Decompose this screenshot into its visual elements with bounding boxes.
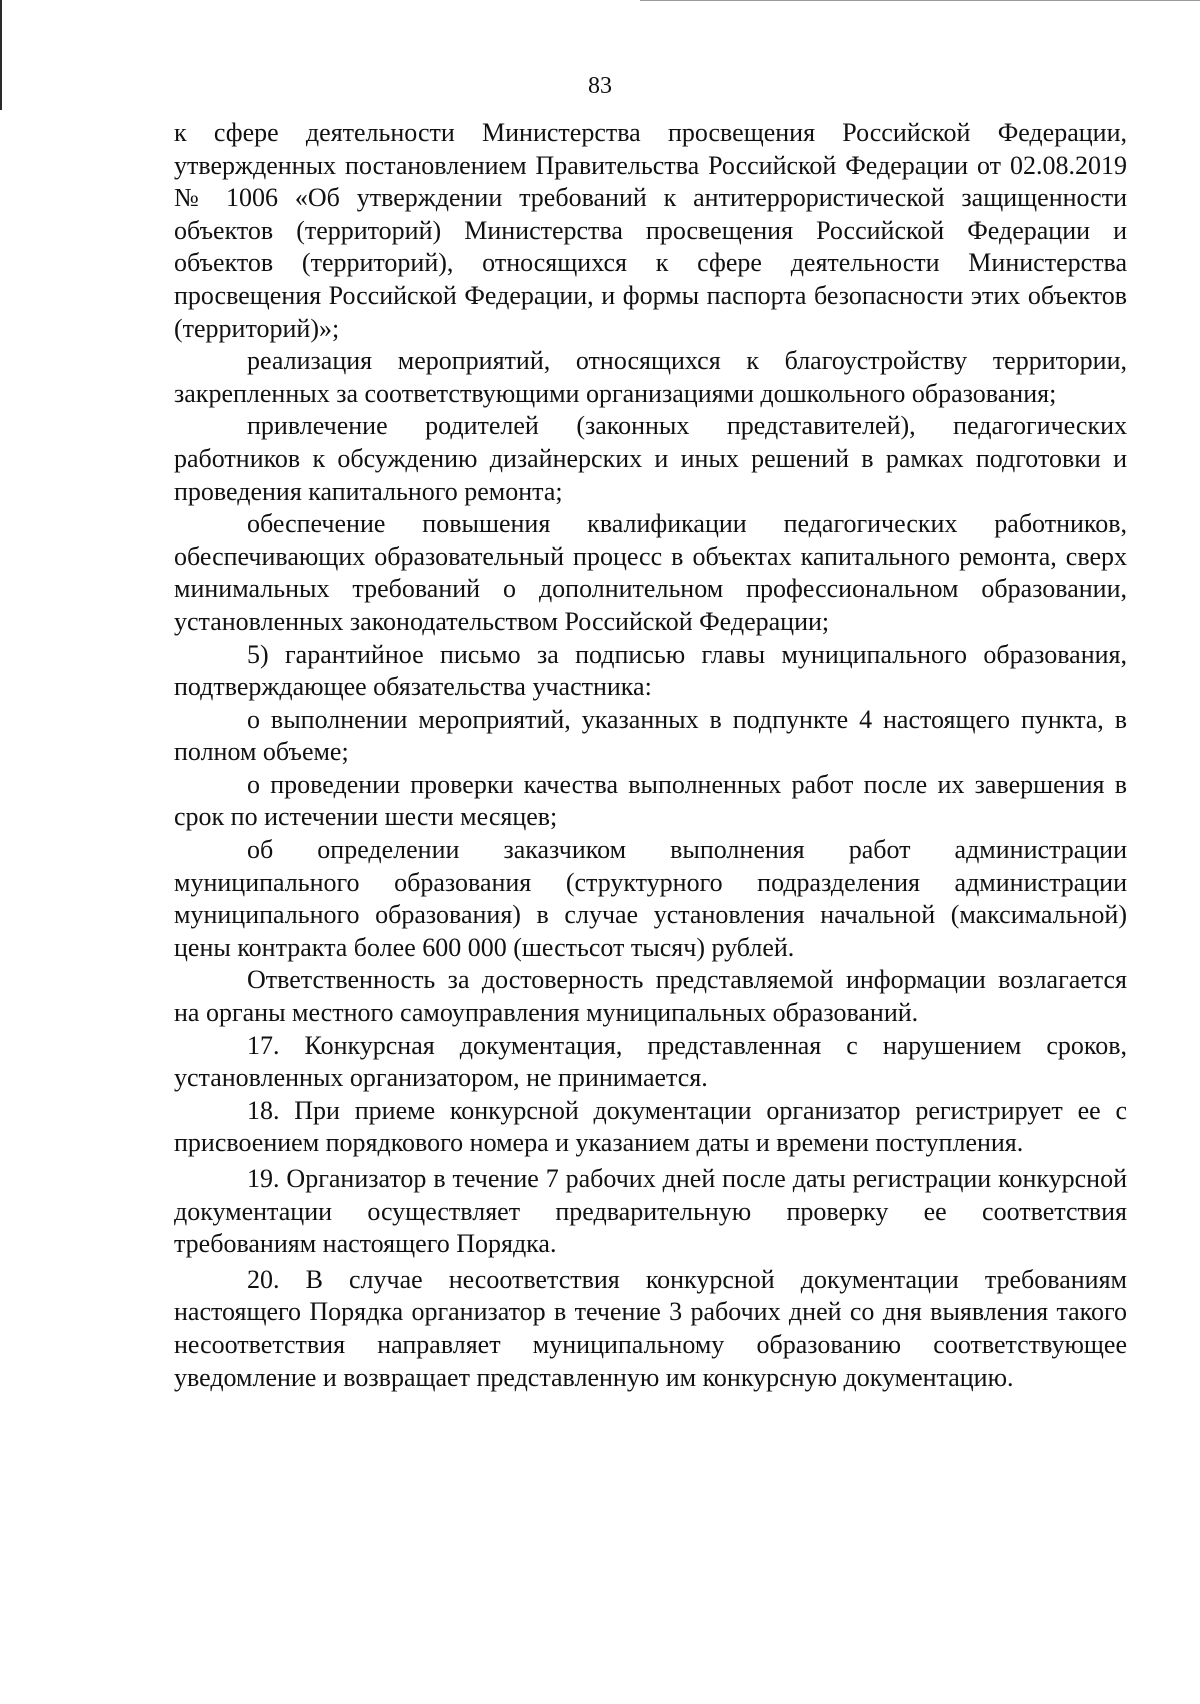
scan-edge-top — [640, 0, 1200, 1]
paragraph-measures-fulfilment: о выполнении мероприятий, указанных в подпункте 4 настоящего пункта, в полном объеме; — [174, 704, 1127, 767]
paragraph-guarantee-letter: 5) гарантийное письмо за подписью главы муниципального образования, подтверждающее обязательства участника: — [174, 639, 1127, 702]
paragraph-landscaping: реализация мероприятий, относящихся к благоустройству территории, закрепленных за соответствующими организациями дошкольного образования; — [174, 346, 1127, 408]
paragraph-responsibility: Ответственность за достоверность представляемой информации возлагается на органы местного самоуправления муниципальных образований. — [174, 965, 1127, 1028]
paragraph-qualification: обеспечение повышения квалификации педагогических работников, обеспечивающих образовательный процесс в объектах капитального ремонта, сверх минимальных требований о дополнительном профессиональном образовании, установленных законодательством Российской Федерации; — [174, 509, 1127, 636]
paragraph-item-19: 19. Организатор в течение 7 рабочих дней после даты регистрации конкурсной документации осуществляет предварительную проверку ее соответствия требованиям настоящего Порядка. — [174, 1164, 1127, 1259]
paragraph-item-18: 18. При приеме конкурсной документации организатор регистрирует ее с присвоением порядкового номера и указанием даты и времени поступления. — [174, 1095, 1127, 1158]
paragraph-quality-check: о проведении проверки качества выполненных работ после их завершения в срок по истечении шести месяцев; — [174, 769, 1127, 832]
paragraph-item-17: 17. Конкурсная документация, представленная с нарушением сроков, установленных организатором, не принимается. — [174, 1030, 1127, 1093]
paragraph-parents-involvement: привлечение родителей (законных представителей), педагогических работников к обсуждению дизайнерских и иных решений в рамках подготовки и проведения капитального ремонта; — [174, 411, 1127, 506]
document-body — [174, 117, 1127, 1394]
paragraph-continuation: к сфере деятельности Министерства просвещения Российской Федерации, утвержденных постановлением Правительства Российской Федерации от 02.08.2019 № 1006 «Об утверждении требований к антитеррористической защищенности объектов (территорий) Министерства просвещения Российской Федерации и объектов (территорий), относящихся к сфере деятельности Министерства просвещения Российской Федерации, и формы паспорта безопасности этих объектов (территорий)»; — [174, 118, 1127, 343]
page-number: 83 — [588, 73, 612, 99]
paragraph-customer-definition: об определении заказчиком выполнения работ администрации муниципального образования (структурного подразделения администрации муниципального образования) в случае установления начальной (максимальной) цены контракта более 600 000 (шестьсот тысяч) рублей. — [174, 835, 1127, 962]
paragraph-item-20: 20. В случае несоответствия конкурсной документации требованиям настоящего Порядка организатор в течение 3 рабочих дней со дня выявления такого несоответствия направляет муниципальному образованию соответствующее уведомление и возвращает представленную им конкурсную документацию. — [174, 1264, 1127, 1392]
